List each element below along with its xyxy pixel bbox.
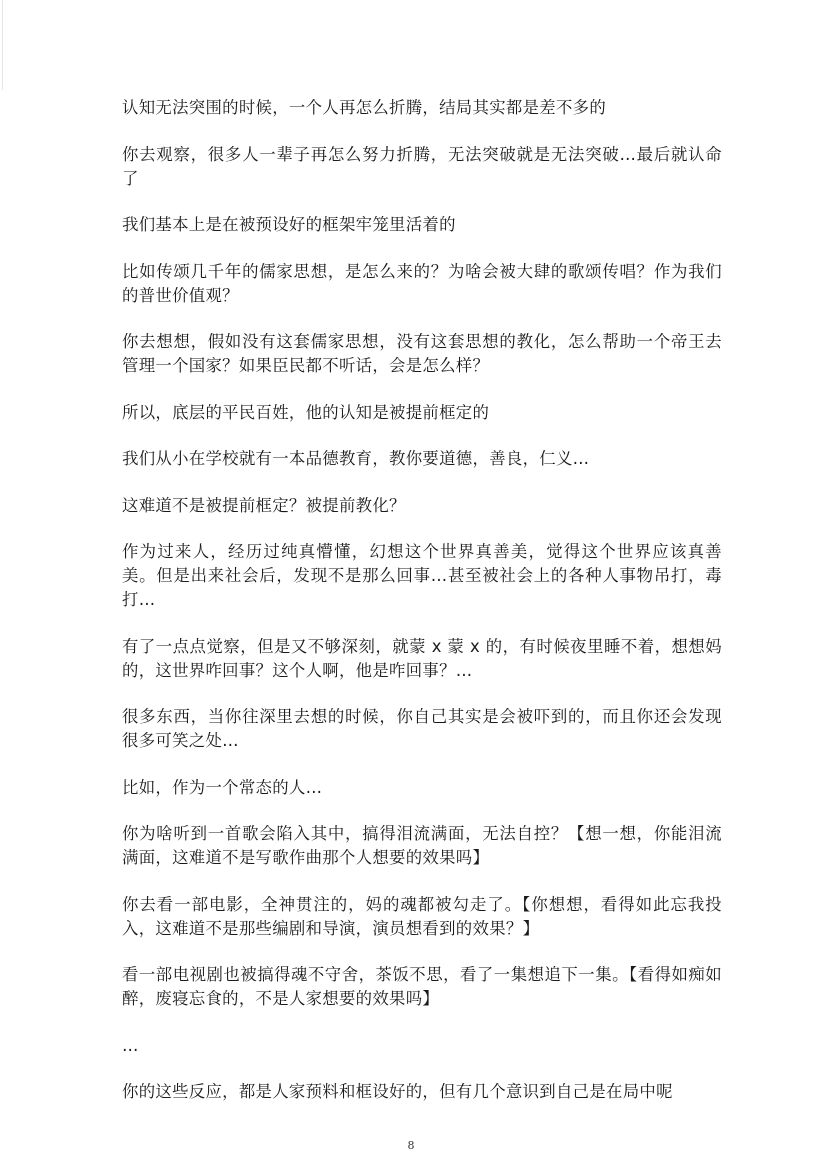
paragraph: 你去观察，很多人一辈子再怎么努力折腾，无法突破就是无法突破…最后就认命了 — [122, 144, 722, 188]
paragraph: 看一部电视剧也被搞得魂不守舍，茶饭不思，看了一集想追下一集。【看得如痴如醉，废寝忘食的，不是人家想要的效果吗】 — [122, 965, 722, 1008]
paragraph: 你去想想，假如没有这套儒家思想，没有这套思想的教化，怎么帮助一个帝王去管理一个国家？如果臣民都不听话，会是怎么样？ — [122, 332, 722, 375]
body-text — [122, 96, 722, 1127]
paragraph: 作为过来人，经历过纯真懵懂，幻想这个世界真善美，觉得这个世界应该真善美。但是出来社会后，发现不是那么回事…甚至被社会上的各种人事物吊打，毒打… — [122, 542, 722, 609]
page-number: 8 — [407, 1139, 415, 1152]
paragraph: 很多东西，当你往深里去想的时候，你自己其实是会被吓到的，而且你还会发现很多可笑之处… — [122, 707, 722, 750]
paragraph: 比如，作为一个常态的人… — [122, 777, 323, 797]
paragraph: 所以，底层的平民百姓，他的认知是被提前框定的 — [122, 402, 490, 422]
paragraph: 我们从小在学校就有一本品德教育，教你要道德，善良，仁义… — [122, 449, 590, 468]
scan-edge-line — [2, 0, 3, 90]
paragraph: 比如传颂几千年的儒家思想，是怎么来的？为啥会被大肆的歌颂传唱？作为我们的普世价值观？ — [122, 261, 722, 305]
paragraph: 你为啥听到一首歌会陷入其中，搞得泪流满面，无法自控？【想一想，你能泪流满面，这难道不是写歌作曲那个人想要的效果吗】 — [122, 824, 722, 867]
paragraph: 认知无法突围的时候，一个人再怎么折腾，结局其实都是差不多的 — [122, 98, 607, 117]
ellipsis-paragraph: … — [122, 1035, 139, 1055]
paragraph: 你去看一部电影，全神贯注的，妈的魂都被勾走了。【你想想，看得如此忘我投入，这难道不是那些编剧和导演，演员想看到的效果？】 — [122, 894, 722, 938]
paragraph: 你的这些反应，都是人家预料和框设好的，但有几个意识到自己是在局中呢 — [122, 1082, 673, 1101]
paragraph: 这难道不是被提前框定？被提前教化？ — [122, 495, 406, 515]
paragraph: 有了一点点觉察，但是又不够深刻，就蒙 x 蒙 x 的，有时候夜里睡不着，想想妈的，这世界咋回事？这个人啊，他是咋回事？… — [122, 636, 722, 680]
paragraph: 我们基本上是在被预设好的框架牢笼里活着的 — [122, 215, 456, 234]
